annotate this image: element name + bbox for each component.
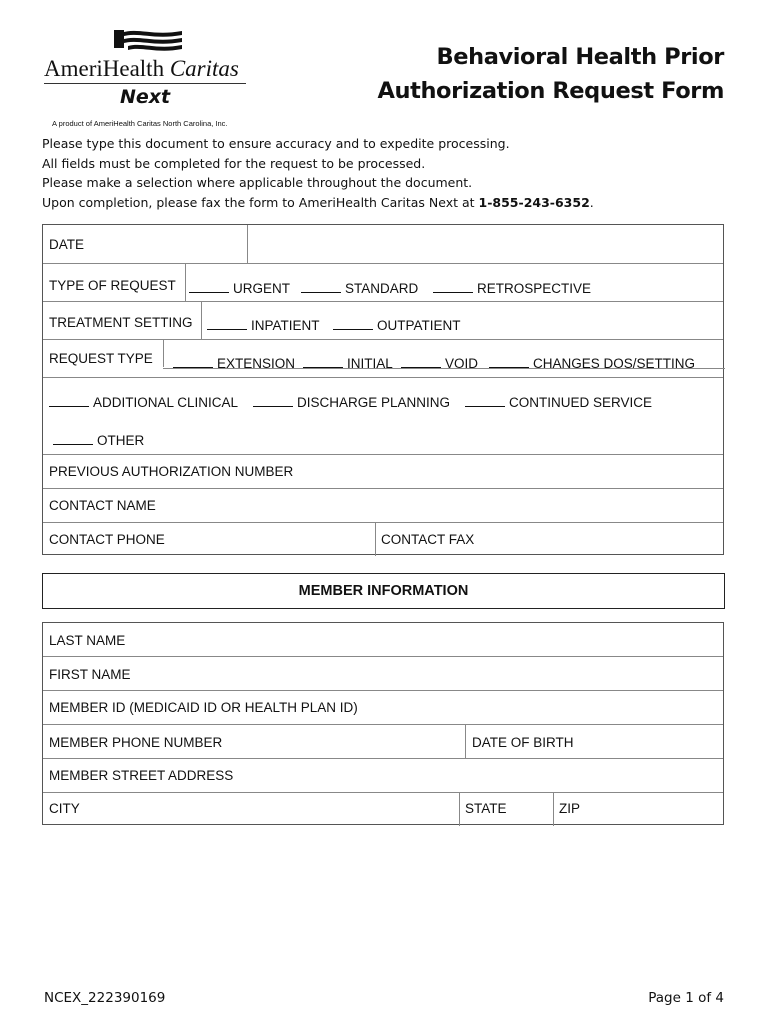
option-standard[interactable]: STANDARD (301, 278, 418, 296)
date-label: DATE (49, 237, 85, 252)
contact-phone-label: CONTACT PHONE (49, 532, 165, 547)
city-row (43, 793, 723, 826)
setting-label: TREATMENT SETTING (49, 315, 193, 330)
brand-subtitle: A product of AmeriHealth Caritas North Carolina, Inc. (52, 119, 228, 128)
contact-fax-label: CONTACT FAX (381, 532, 475, 547)
member-id-row[interactable] (43, 691, 723, 725)
date-row (43, 225, 723, 264)
page-number: Page 1 of 4 (648, 990, 724, 1006)
prev-auth-label: PREVIOUS AUTHORIZATION NUMBER (49, 464, 294, 479)
option-other[interactable]: OTHER (53, 430, 144, 448)
setting-row (43, 302, 723, 340)
last-name-row[interactable] (43, 623, 723, 657)
instruction-line: All fields must be completed for the request to be processed. (42, 155, 426, 171)
brand-logo (44, 28, 259, 138)
option-continued-service[interactable]: CONTINUED SERVICE (465, 392, 652, 410)
option-discharge-planning[interactable]: DISCHARGE PLANNING (253, 392, 450, 410)
instruction-line: Please type this document to ensure accuracy and to expedite processing. (42, 136, 510, 151)
contact-name-label: CONTACT NAME (49, 498, 156, 513)
member-phone-label: MEMBER PHONE NUMBER (49, 735, 223, 750)
member-table (42, 622, 724, 825)
more-options-row (43, 378, 723, 455)
city-label: CITY (49, 801, 80, 816)
fax-number: 1-855-243-6352 (478, 194, 590, 210)
brand-name: AmeriHealth Caritas (44, 56, 239, 81)
option-urgent[interactable]: URGENT (189, 278, 290, 296)
member-section-title: MEMBER INFORMATION (42, 573, 725, 609)
option-initial[interactable]: INITIAL (303, 353, 393, 371)
reqtype-label: REQUEST TYPE (49, 351, 153, 366)
reqtype-row (43, 340, 723, 378)
member-id-label: MEMBER ID (MEDICAID ID OR HEALTH PLAN ID) (49, 700, 358, 715)
instruction-line: Please make a selection where applicable throughout the document. (42, 175, 473, 190)
type-row (43, 264, 723, 302)
flag-icon (114, 28, 184, 54)
request-table (42, 224, 724, 555)
dob-label: DATE OF BIRTH (472, 735, 574, 750)
street-row[interactable] (43, 759, 723, 793)
option-inpatient[interactable]: INPATIENT (207, 315, 320, 333)
form-code: NCEX_222390169 (44, 990, 166, 1006)
state-label: STATE (465, 801, 507, 816)
contact-phone-row (43, 523, 723, 556)
member-phone-row (43, 725, 723, 759)
street-label: MEMBER STREET ADDRESS (49, 768, 234, 783)
option-void[interactable]: VOID (401, 353, 478, 371)
last-name-label: LAST NAME (49, 633, 126, 648)
prev-auth-row[interactable] (43, 455, 723, 489)
type-label: TYPE OF REQUEST (49, 278, 176, 293)
zip-label: ZIP (559, 801, 581, 816)
option-outpatient[interactable]: OUTPATIENT (333, 315, 461, 333)
first-name-row[interactable] (43, 657, 723, 691)
date-field[interactable] (248, 225, 723, 263)
brand-next: Next (120, 86, 171, 108)
option-additional-clinical[interactable]: ADDITIONAL CLINICAL (49, 392, 238, 410)
brand-rule (44, 83, 246, 84)
form-title: Behavioral Health Prior Authorization Request Form (377, 44, 724, 104)
first-name-label: FIRST NAME (49, 667, 131, 682)
contact-name-row[interactable] (43, 489, 723, 523)
instructions (42, 134, 594, 212)
option-extension[interactable]: EXTENSION (173, 353, 295, 371)
option-retrospective[interactable]: RETROSPECTIVE (433, 278, 591, 296)
option-changes-dos[interactable]: CHANGES DOS/SETTING (489, 353, 695, 371)
instruction-line: Upon completion, please fax the form to AmeriHealth Caritas Next at 1-855-243-6352. (42, 194, 594, 210)
